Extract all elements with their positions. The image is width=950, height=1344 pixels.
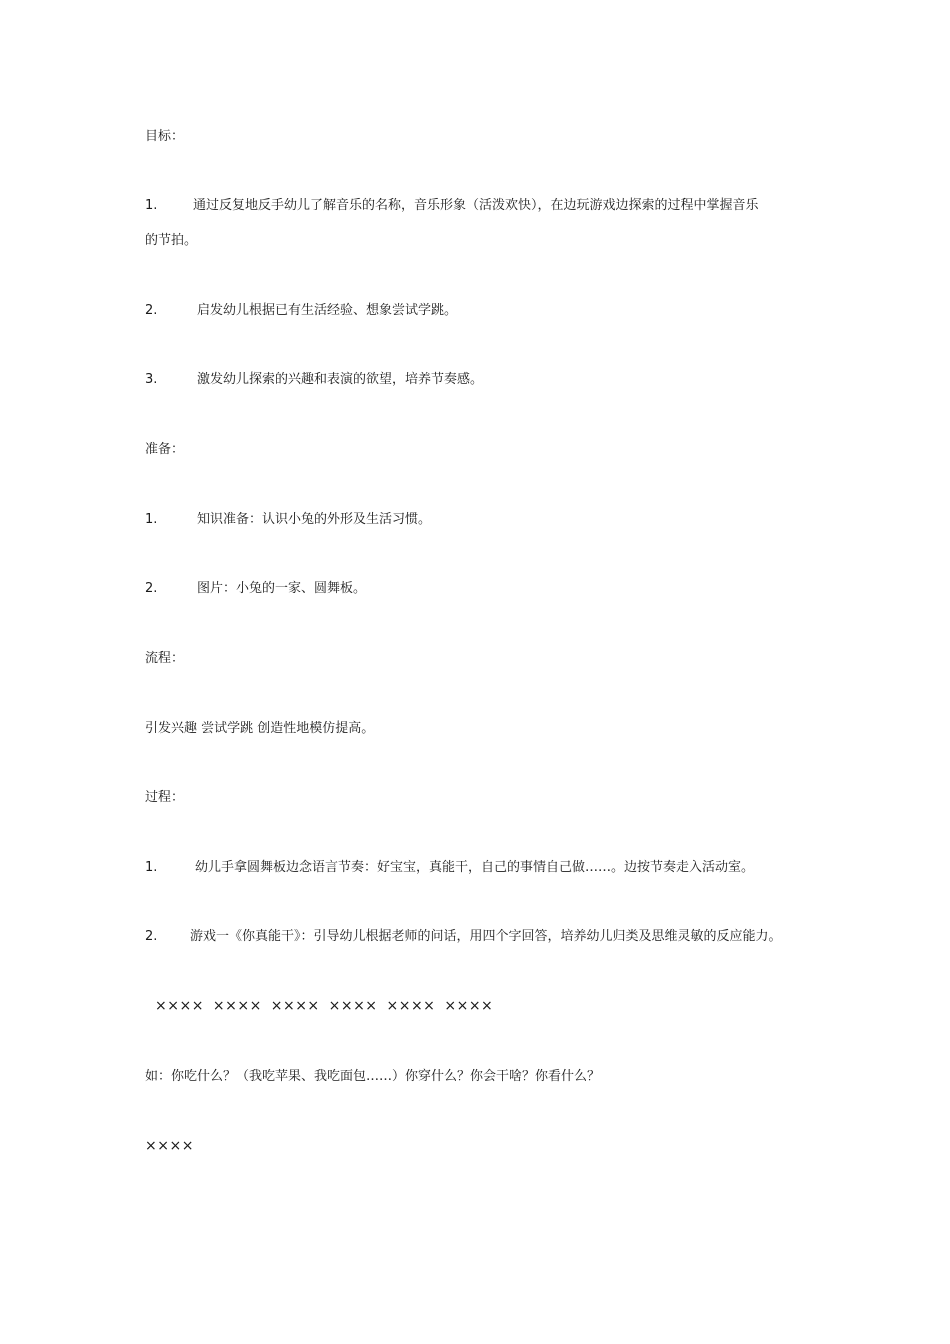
- goal-item-2-text: 启发幼儿根据已有生活经验、想象尝试学跳。: [197, 303, 458, 318]
- goal-item-1-text: 通过反复地反手幼儿了解音乐的名称，音乐形象（活泼欢快），在边玩游戏边探索的过程中掌握音乐: [193, 198, 759, 213]
- prep-item-1: [145, 511, 431, 529]
- prep-item-1-text: 知识准备：认识小兔的外形及生活习惯。: [197, 512, 432, 527]
- process-item-1: [145, 859, 754, 877]
- rhythm-single: ××××: [145, 1138, 194, 1154]
- goal-item-3: [145, 371, 483, 389]
- goal-item-2: [145, 302, 457, 320]
- prep-heading: 准备：: [145, 442, 185, 457]
- process-item-1-text: 幼儿手拿圆舞板边念语言节奏：好宝宝，真能干，自己的事情自己做……。边按节奏走入活动室。: [195, 860, 755, 875]
- goal-item-1-continuation: 的节拍。: [145, 233, 198, 248]
- process-item-2: [145, 928, 782, 946]
- process-item-1-number: 1.: [145, 860, 158, 875]
- prep-item-2-text: 图片：小兔的一家、圆舞板。: [197, 581, 367, 596]
- prep-item-2-number: 2.: [145, 581, 158, 596]
- goal-item-2-number: 2.: [145, 303, 158, 318]
- flow-heading: 流程：: [145, 651, 185, 666]
- goal-item-3-number: 3.: [145, 372, 158, 387]
- goal-heading: 目标：: [145, 129, 185, 144]
- process-item-2-text: 游戏一《你真能干》：引导幼儿根据老师的问话，用四个字回答，培养幼儿归类及思维灵敏的反应能力。: [190, 929, 782, 944]
- goal-item-3-text: 激发幼儿探索的兴趣和表演的欲望，培养节奏感。: [197, 372, 484, 387]
- process-item-2-number: 2.: [145, 929, 158, 944]
- example-text: 如：你吃什么？（我吃苹果、我吃面包……）你穿什么？你会干啥？你看什么？: [145, 1069, 601, 1084]
- prep-item-1-number: 1.: [145, 512, 158, 527]
- goal-item-1: [145, 197, 759, 215]
- prep-item-2: [145, 580, 366, 598]
- flow-text: 引发兴趣 尝试学跳 创造性地模仿提高。: [145, 721, 375, 736]
- goal-item-1-number: 1.: [145, 198, 158, 213]
- rhythm-row: ×××× ×××× ×××× ×××× ×××× ××××: [155, 998, 494, 1014]
- process-heading: 过程：: [145, 790, 185, 805]
